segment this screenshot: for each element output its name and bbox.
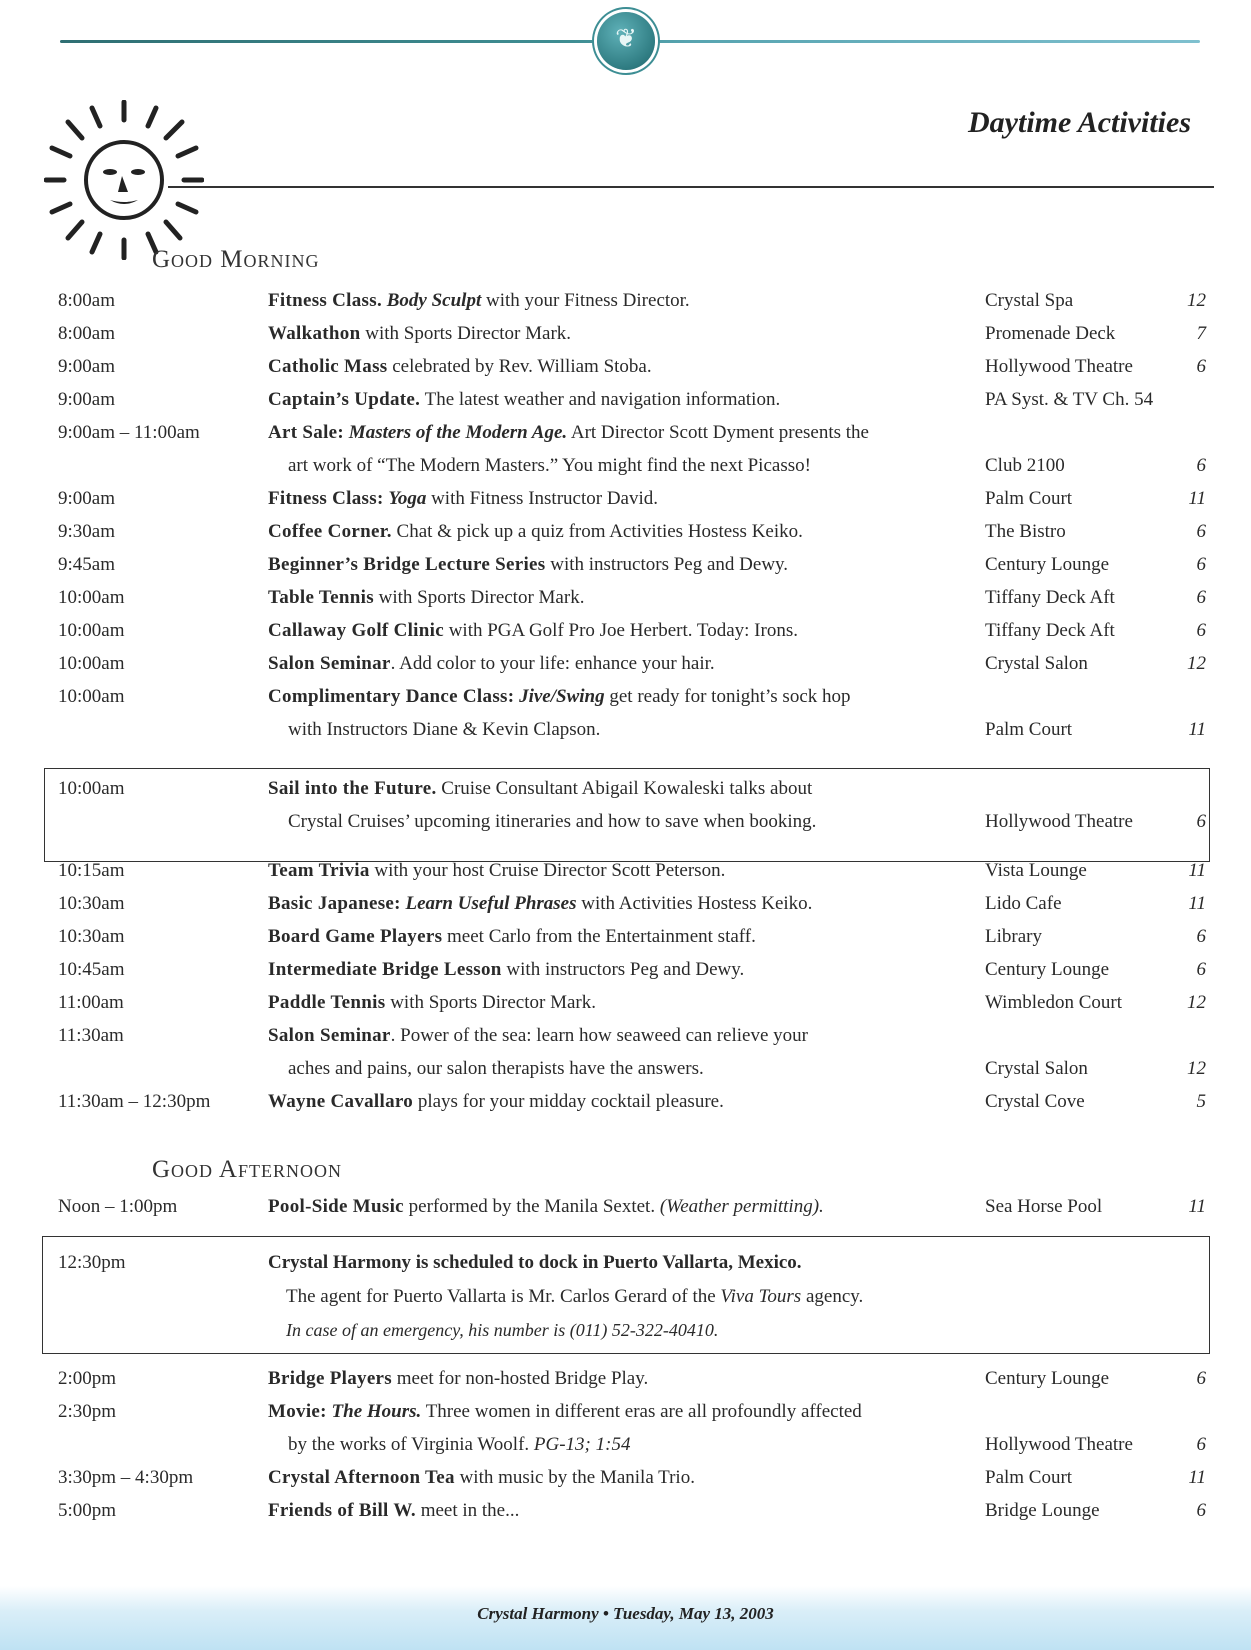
event-details: with PGA Golf Pro Joe Herbert. Today: Irons.	[443, 620, 798, 641]
event-details: The latest weather and navigation information.	[420, 389, 781, 410]
event-time: 5:00pm	[58, 1500, 117, 1521]
event-location: Hollywood Theatre	[985, 811, 1133, 832]
event-details: with your Fitness Director.	[481, 290, 690, 311]
event-time: 11:00am	[58, 992, 124, 1013]
event-name: Salon Seminar	[268, 653, 391, 674]
event-deck: 12	[1187, 290, 1206, 311]
event-description	[268, 323, 571, 345]
event-name: Paddle Tennis	[268, 992, 386, 1013]
activity-row	[0, 455, 1251, 487]
event-subtitle: Yoga	[388, 488, 427, 509]
event-details: with Activities Hostess Keiko.	[576, 893, 813, 914]
top-decorative-bar	[60, 24, 1200, 53]
event-name: Pool-Side Music	[268, 1196, 404, 1217]
event-details: Art Director Scott Dyment presents the	[567, 422, 869, 443]
event-deck: 6	[1196, 356, 1206, 377]
event-description	[268, 620, 798, 642]
event-description	[268, 521, 803, 543]
section-heading-afternoon: Good Afternoon	[152, 1156, 342, 1183]
event-time: 3:30pm – 4:30pm	[58, 1467, 194, 1488]
event-deck: 6	[1196, 455, 1206, 476]
event-description	[268, 488, 658, 510]
event-description	[268, 1196, 824, 1218]
event-description	[268, 554, 788, 576]
event-details: . Power of the sea: learn how seaweed can relieve your	[390, 1025, 808, 1046]
activity-row	[0, 860, 1251, 892]
event-description	[268, 959, 744, 981]
event-name: Crystal Afternoon Tea	[268, 1467, 455, 1488]
event-description-text: Crystal Cruises’ upcoming itineraries and how to save when booking.	[288, 811, 817, 832]
page-footer	[0, 1586, 1251, 1650]
event-description	[268, 1025, 808, 1047]
event-description	[268, 356, 652, 378]
event-time: 9:00am	[58, 488, 115, 509]
event-location: Crystal Cove	[985, 1091, 1085, 1112]
event-description-text: by the works of Virginia Woolf.	[288, 1434, 534, 1455]
activity-row	[0, 356, 1251, 388]
event-time: Noon – 1:00pm	[58, 1196, 178, 1217]
event-location: Tiffany Deck Aft	[985, 587, 1115, 608]
event-time: 11:30am	[58, 1025, 124, 1046]
event-location: Promenade Deck	[985, 323, 1116, 344]
sun-face-icon	[44, 100, 204, 260]
event-time: 10:00am	[58, 587, 125, 608]
event-deck: 6	[1196, 554, 1206, 575]
activity-row	[0, 620, 1251, 652]
event-subtitle: Masters of the Modern Age.	[348, 422, 568, 443]
event-time: 9:45am	[58, 554, 115, 575]
event-details: get ready for tonight’s sock hop	[604, 686, 851, 707]
activity-row	[0, 1368, 1251, 1400]
event-deck: 11	[1188, 488, 1206, 509]
event-name: Table Tennis	[268, 587, 374, 608]
event-description-text: art work of “The Modern Masters.” You might find the next Picasso!	[288, 455, 811, 476]
event-location: Palm Court	[985, 719, 1073, 740]
event-time: 10:00am	[58, 620, 125, 641]
event-subtitle: Body Sculpt	[386, 290, 482, 311]
activity-row	[0, 1500, 1251, 1532]
event-description	[288, 1058, 704, 1080]
activity-row	[0, 1058, 1251, 1090]
event-name: Fitness Class.	[268, 290, 382, 311]
event-description	[268, 422, 869, 444]
event-name: Bridge Players	[268, 1368, 392, 1389]
event-name: Complimentary Dance Class:	[268, 686, 515, 707]
event-description	[268, 860, 725, 882]
event-description-text: with Instructors Diane & Kevin Clapson.	[288, 719, 601, 740]
event-description	[268, 653, 715, 675]
activity-row	[0, 323, 1251, 355]
event-location: Wimbledon Court	[985, 992, 1122, 1013]
event-time: 9:30am	[58, 521, 115, 542]
event-location: Sea Horse Pool	[985, 1196, 1103, 1217]
event-time: 10:00am	[58, 778, 125, 799]
event-details: . Add color to your life: enhance your hair.	[390, 653, 715, 674]
event-name: Wayne Cavallaro	[268, 1091, 414, 1112]
activity-row	[0, 1091, 1251, 1123]
event-name: Art Sale:	[268, 422, 345, 443]
event-deck: 7	[1196, 323, 1206, 344]
event-name: Salon Seminar	[268, 1025, 391, 1046]
event-deck: 12	[1187, 992, 1206, 1013]
title-divider	[168, 186, 1214, 188]
activity-row	[0, 1434, 1251, 1466]
event-time: 11:30am – 12:30pm	[58, 1091, 211, 1112]
event-location: Bridge Lounge	[985, 1500, 1100, 1521]
event-details: Chat & pick up a quiz from Activities Hostess Keiko.	[391, 521, 803, 542]
activity-row	[0, 1401, 1251, 1433]
event-details: Three women in different eras are all profoundly affected	[421, 1401, 862, 1422]
event-time: 10:15am	[58, 860, 125, 881]
event-details: plays for your midday cocktail pleasure.	[413, 1091, 724, 1112]
event-name: Team Trivia	[268, 860, 370, 881]
activity-row	[0, 587, 1251, 619]
event-name: Catholic Mass	[268, 356, 388, 377]
port-notice-headline: Crystal Harmony is scheduled to dock in Puerto Vallarta, Mexico.	[268, 1252, 802, 1273]
event-subtitle: Jive/Swing	[519, 686, 605, 707]
event-description	[268, 893, 812, 915]
event-description	[288, 455, 811, 477]
event-time: 10:30am	[58, 893, 125, 914]
event-location: Hollywood Theatre	[985, 356, 1133, 377]
activity-row	[0, 1025, 1251, 1057]
event-deck: 11	[1188, 1467, 1206, 1488]
activity-row	[0, 554, 1251, 586]
event-name: Sail into the Future.	[268, 778, 437, 799]
featured-event-box	[44, 768, 1210, 862]
event-details: meet in the...	[415, 1500, 520, 1521]
port-notice-emergency	[0, 1320, 1251, 1352]
event-deck: 11	[1188, 719, 1206, 740]
section-heading-morning: Good Morning	[152, 246, 320, 273]
event-description	[268, 1401, 862, 1423]
event-time: 8:00am	[58, 323, 115, 344]
event-name: Friends of Bill W.	[268, 1500, 416, 1521]
event-deck: 6	[1196, 1434, 1206, 1455]
activity-row	[0, 488, 1251, 520]
event-name: Board Game Players	[268, 926, 443, 947]
event-deck: 11	[1188, 860, 1206, 881]
event-name: Basic Japanese:	[268, 893, 401, 914]
event-details: Cruise Consultant Abigail Kowaleski talks about	[436, 778, 813, 799]
activity-row	[0, 893, 1251, 925]
event-time: 2:30pm	[58, 1401, 117, 1422]
activity-row	[0, 653, 1251, 685]
port-notice-agent-text: The agent for Puerto Vallarta is Mr. Carlos Gerard of the Viva Tours agency.	[286, 1286, 864, 1307]
event-location: Century Lounge	[985, 554, 1110, 575]
event-description	[288, 719, 600, 741]
activity-row	[0, 1467, 1251, 1499]
event-deck: 12	[1187, 653, 1206, 674]
activity-row	[0, 959, 1251, 991]
activity-row	[0, 1196, 1251, 1228]
event-description	[288, 1434, 630, 1456]
emergency-number: In case of an emergency, his number is (011) 52-322-40410.	[286, 1320, 719, 1340]
event-subtitle: Learn Useful Phrases	[405, 893, 577, 914]
event-deck: 6	[1196, 620, 1206, 641]
activity-row	[0, 926, 1251, 958]
event-rating: PG-13; 1:54	[533, 1434, 631, 1455]
event-name: Intermediate Bridge Lesson	[268, 959, 502, 980]
event-deck: 11	[1188, 1196, 1206, 1217]
event-name: Movie:	[268, 1401, 327, 1422]
event-subtitle: The Hours.	[331, 1401, 422, 1422]
port-notice	[0, 1252, 1251, 1284]
activity-row	[0, 521, 1251, 553]
event-time: 9:00am	[58, 389, 115, 410]
event-description	[268, 1091, 724, 1113]
event-deck: 6	[1196, 1500, 1206, 1521]
event-location: Palm Court	[985, 488, 1073, 509]
event-location: Hollywood Theatre	[985, 1434, 1133, 1455]
event-location: The Bistro	[985, 521, 1066, 542]
activity-row	[0, 389, 1251, 421]
page-title: Daytime Activities	[968, 106, 1191, 139]
event-location: Tiffany Deck Aft	[985, 620, 1115, 641]
event-time: 10:45am	[58, 959, 125, 980]
event-time: 2:00pm	[58, 1368, 117, 1389]
event-details: celebrated by Rev. William Stoba.	[387, 356, 652, 377]
activity-row	[0, 992, 1251, 1024]
event-time: 10:00am	[58, 653, 125, 674]
activity-row	[0, 422, 1251, 454]
event-description	[268, 1500, 519, 1522]
event-time: 12:30pm	[58, 1252, 126, 1273]
event-note: (Weather permitting).	[659, 1196, 824, 1217]
event-deck: 6	[1196, 1368, 1206, 1389]
event-details: performed by the Manila Sextet.	[403, 1196, 660, 1217]
event-time: 10:00am	[58, 686, 125, 707]
event-deck: 6	[1196, 811, 1206, 832]
event-location: Century Lounge	[985, 959, 1110, 980]
event-location: Crystal Spa	[985, 290, 1074, 311]
event-location: PA Syst. & TV Ch. 54	[985, 389, 1154, 410]
event-location: Club 2100	[985, 455, 1065, 476]
event-description	[268, 389, 780, 411]
event-time: 10:30am	[58, 926, 125, 947]
activity-row	[0, 686, 1251, 718]
event-location: Vista Lounge	[985, 860, 1087, 881]
event-deck: 6	[1196, 587, 1206, 608]
event-deck: 12	[1187, 1058, 1206, 1079]
event-description	[268, 926, 756, 948]
event-description	[268, 686, 851, 708]
activity-row	[0, 719, 1251, 751]
event-name: Callaway Golf Clinic	[268, 620, 444, 641]
footer-text: Crystal Harmony • Tuesday, May 13, 2003	[477, 1604, 774, 1623]
port-notice-agent	[0, 1286, 1251, 1318]
event-time: 9:00am – 11:00am	[58, 422, 200, 443]
event-name: Coffee Corner.	[268, 521, 392, 542]
event-details: with your host Cruise Director Scott Peterson.	[369, 860, 726, 881]
event-details: with instructors Peg and Dewy.	[545, 554, 789, 575]
event-details: meet for non-hosted Bridge Play.	[391, 1368, 649, 1389]
event-location: Century Lounge	[985, 1368, 1110, 1389]
event-description	[268, 1467, 695, 1489]
event-details: with instructors Peg and Dewy.	[501, 959, 745, 980]
event-details: with Fitness Instructor David.	[426, 488, 659, 509]
event-location: Crystal Salon	[985, 1058, 1088, 1079]
event-details: with Sports Director Mark.	[360, 323, 572, 344]
event-name: Captain’s Update.	[268, 389, 421, 410]
event-details: with Sports Director Mark.	[373, 587, 585, 608]
event-deck: 6	[1196, 521, 1206, 542]
event-description	[268, 290, 690, 312]
event-description	[268, 587, 584, 609]
event-description	[268, 992, 596, 1014]
event-location: Palm Court	[985, 1467, 1073, 1488]
event-deck: 11	[1188, 893, 1206, 914]
event-name: Walkathon	[268, 323, 361, 344]
event-details: meet Carlo from the Entertainment staff.	[442, 926, 756, 947]
activity-row	[0, 290, 1251, 322]
seahorse-logo-icon: ❦	[597, 12, 655, 70]
event-location: Crystal Salon	[985, 653, 1088, 674]
event-location: Lido Cafe	[985, 893, 1062, 914]
event-deck: 6	[1196, 959, 1206, 980]
event-description-text: aches and pains, our salon therapists have the answers.	[288, 1058, 704, 1079]
event-name: Fitness Class:	[268, 488, 384, 509]
event-details: with Sports Director Mark.	[385, 992, 596, 1013]
event-location: Library	[985, 926, 1042, 947]
event-deck: 6	[1196, 926, 1206, 947]
event-name: Beginner’s Bridge Lecture Series	[268, 554, 546, 575]
event-details: with music by the Manila Trio.	[454, 1467, 695, 1488]
event-time: 9:00am	[58, 356, 115, 377]
event-deck: 5	[1196, 1091, 1206, 1112]
event-time: 8:00am	[58, 290, 115, 311]
event-description	[268, 1368, 648, 1390]
